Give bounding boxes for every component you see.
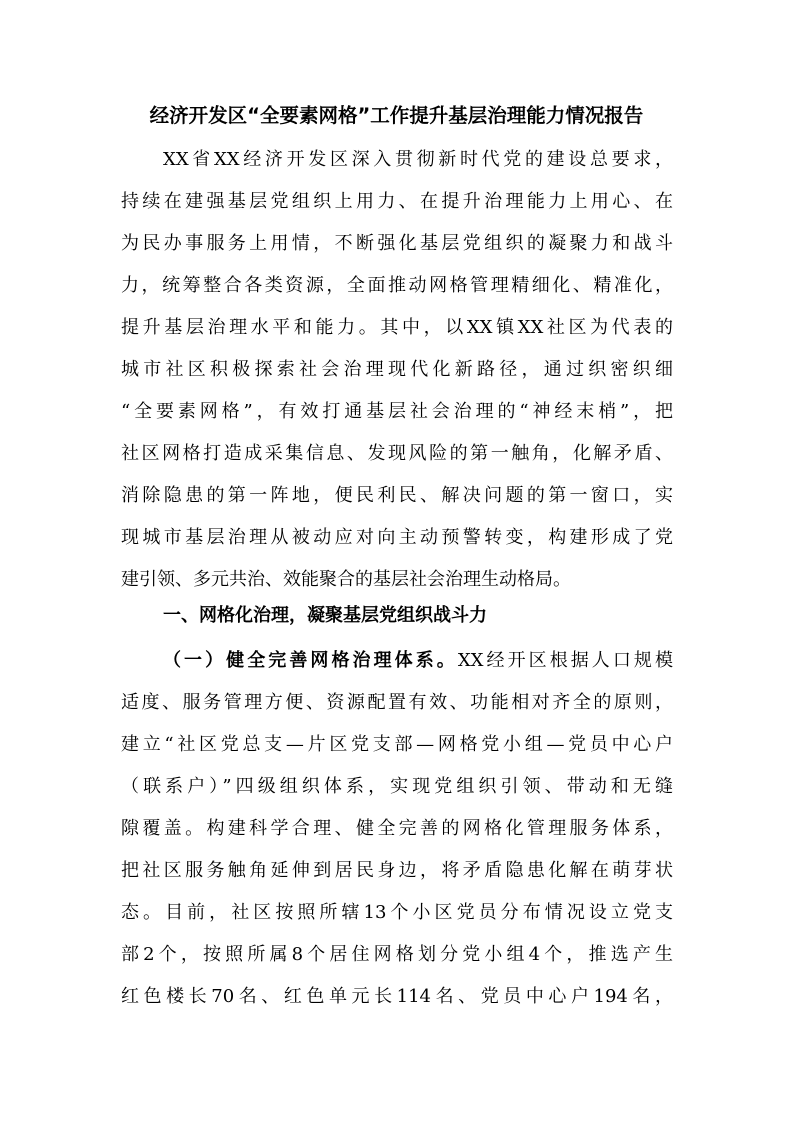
paragraph-line: 消除隐患的第一阵地，便民利民、解决问题的第一窗口，实 (121, 485, 673, 506)
paragraph-line: 把社区服务触角延伸到居民身边，将矛盾隐患化解在萌芽状 (121, 860, 673, 881)
paragraph-line: 建引领、多元共治、效能聚合的基层社会治理生动格局。 (121, 569, 571, 590)
document-title: 经济开发区“全要素网格”工作提升基层治理能力情况报告 (149, 104, 644, 127)
paragraph-line: 力，统筹整合各类资源，全面推动网格管理精细化、精准化， (121, 275, 673, 296)
paragraph-line: “全要素网格”，有效打通基层社会治理的“神经末梢”，把 (121, 401, 673, 422)
paragraph-line: （联系户）”四级组织体系，实现党组织引领、带动和无缝 (121, 776, 673, 797)
paragraph-line: 态。目前，社区按照所辖13个小区党员分布情况设立党支 (121, 902, 673, 923)
paragraph-line: 持续在建强基层党组织上用力、在提升治理能力上用心、在 (121, 191, 673, 212)
paragraph-line: 建立“社区党总支—片区党支部—网格党小组—党员中心户 (121, 734, 673, 755)
subsection-heading: （一）健全完善网格治理体系。 (163, 650, 458, 671)
paragraph-line: 部2个，按照所属8个居住网格划分党小组4个，推选产生 (121, 944, 673, 965)
paragraph-line: 红色楼长70名、红色单元长114名、党员中心户194名， (121, 986, 673, 1007)
paragraph-line: 适度、服务管理方便、资源配置有效、功能相对齐全的原则， (121, 692, 673, 713)
subsection-first-line-text: XX经开区根据人口规模 (457, 650, 673, 671)
paragraph-line: 城市社区积极探索社会治理现代化新路径，通过织密织细 (121, 359, 673, 380)
paragraph-line: 提升基层治理水平和能力。其中，以XX镇XX社区为代表的 (121, 317, 673, 338)
paragraph-line: XX省XX经济开发区深入贯彻新时代党的建设总要求， (163, 149, 673, 170)
subsection-first-line (163, 646, 673, 676)
section-heading: 一、网格化治理，凝聚基层党组织战斗力 (163, 605, 487, 626)
paragraph-line: 社区网格打造成采集信息、发现风险的第一触角，化解矛盾、 (121, 443, 673, 464)
paragraph-line: 为民办事服务上用情，不断强化基层党组织的凝聚力和战斗 (121, 233, 673, 254)
paragraph-line: 隙覆盖。构建科学合理、健全完善的网格化管理服务体系， (121, 818, 673, 839)
paragraph-line: 现城市基层治理从被动应对向主动预警转变，构建形成了党 (121, 527, 673, 548)
